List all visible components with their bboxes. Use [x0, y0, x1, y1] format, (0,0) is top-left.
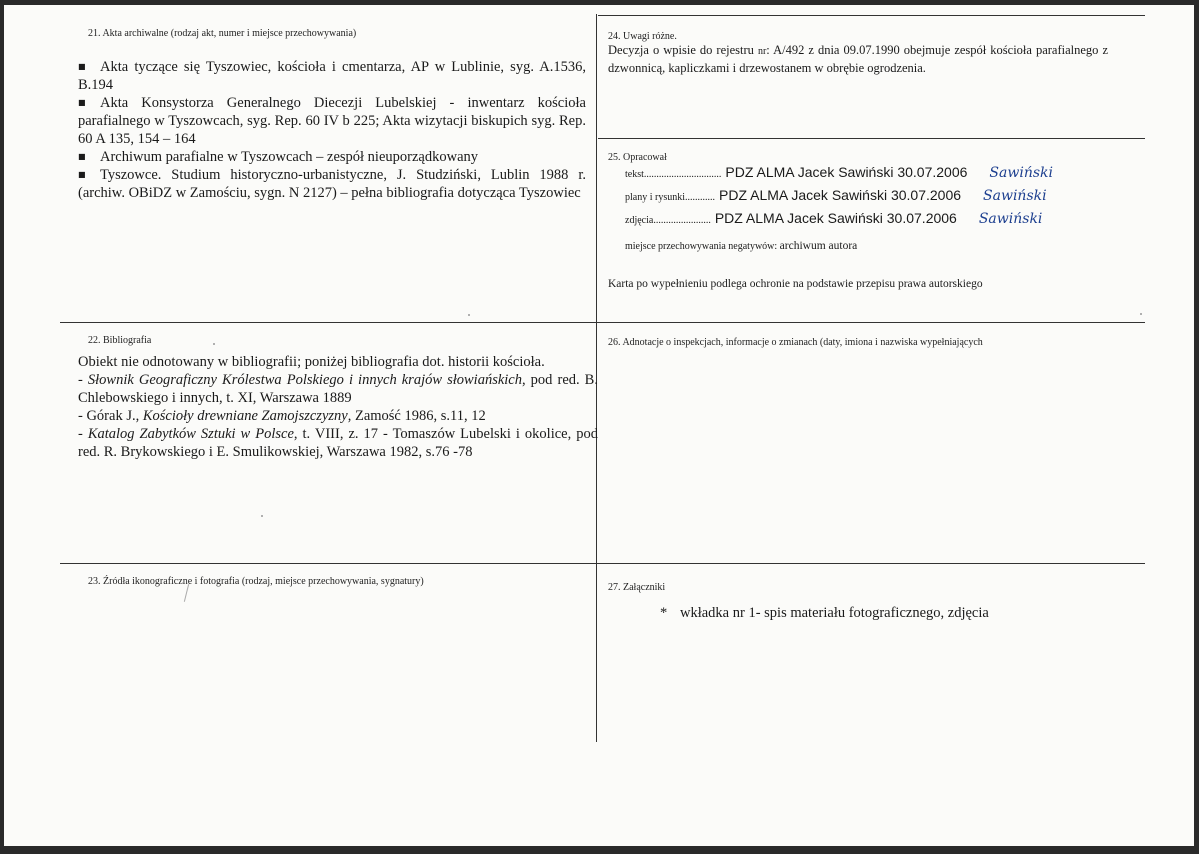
rule-row-3 — [60, 563, 1145, 564]
attachment-item: * wkładka nr 1- spis materiału fotograficznego, zdjęcia — [660, 605, 989, 621]
section-21-caption: 21. Akta archiwalne (rodzaj akt, numer i miejsce przechowywania) — [88, 28, 357, 39]
copyright-note: Karta po wypełnieniu podlega ochronie na podstawie przepisu prawa autorskiego — [608, 278, 983, 290]
scan-speck — [468, 314, 470, 316]
list-item: ■ Akta tyczące się Tyszowiec, kościoła i cmentarza, AP w Lublinie, syg. A.1536, B.194 — [78, 59, 586, 93]
section-24-remarks: Decyzja o wpisie do rejestru nr: A/492 z dnia 09.07.1990 obejmuje zespół kościoła parafialnego z dzwonnicą, kapliczkami i drzewostanem w obrębie ogrodzenia. — [608, 43, 1109, 75]
signature: Sawiński — [983, 188, 1047, 204]
section-22-caption: 22. Bibliografia — [88, 335, 152, 346]
section-25-caption: 25. Opracował — [608, 152, 667, 163]
author-row-plans: plany i rysunki............ PDZ ALMA Jacek Sawiński 30.07.2006 Sawiński — [625, 187, 1047, 204]
bullet-icon: ■ — [78, 62, 86, 71]
rule-row-2 — [60, 322, 1145, 323]
bullet-icon: ■ — [78, 98, 86, 107]
author-row-text: tekst............................... PDZ ALMA Jacek Sawiński 30.07.2006 Sawiński — [625, 164, 1053, 181]
signature: Sawiński — [989, 165, 1053, 181]
section-21-list — [78, 58, 586, 202]
scan-edge-right — [1194, 0, 1199, 854]
bullet-icon: ■ — [78, 152, 86, 161]
section-26-caption: 26. Adnotacje o inspekcjach, informacje o zmianach (daty, imiona i nazwiska wypełniających — [608, 337, 983, 348]
scan-edge-left — [0, 0, 4, 854]
bullet-icon: ■ — [78, 170, 86, 179]
list-item: ■ Akta Konsystorza Generalnego Diecezji Lubelskiej - inwentarz kościoła parafialnego w Tyszowcach, syg. Rep. 60 IV b 225; Akta wizytacji biskupich syg. Rep. 60 A 135, 154 – 164 — [78, 95, 586, 147]
rule-24-25 — [598, 138, 1145, 139]
signature: Sawiński — [978, 211, 1043, 227]
section-24-caption: 24. Uwagi różne. — [608, 31, 677, 42]
top-right-rule — [598, 15, 1145, 16]
list-item: ■ Archiwum parafialne w Tyszowcach – zespół nieuporządkowany — [78, 149, 478, 165]
section-25-rows — [625, 164, 1125, 233]
asterisk-icon: * — [660, 605, 668, 621]
author-row-photos: zdjęcia....................... PDZ ALMA Jacek Sawiński 30.07.2006 Sawiński — [625, 210, 1043, 227]
section-27-caption: 27. Załączniki — [608, 582, 666, 593]
bibliography-intro: Obiekt nie odnotowany w bibliografii; poniżej bibliografia dot. historii kościoła. — [78, 354, 545, 370]
section-23-caption: 23. Źródła ikonograficzne i fotografia (rodzaj, miejsce przechowywania, sygnatury) — [88, 576, 424, 587]
scan-edge-top — [0, 0, 1199, 5]
scan-speck — [261, 515, 263, 517]
bibliography-entry: - Słownik Geograficzny Królestwa Polskiego i innych krajów słowiańskich, pod red. B. Chlebowskiego i innych, t. XI, Warszawa 1889 — [78, 372, 598, 406]
scan-speck — [1140, 313, 1142, 315]
scan-edge-bottom — [0, 846, 1199, 854]
section-22-bibliography — [78, 353, 598, 461]
bibliography-entry: - Katalog Zabytków Sztuki w Polsce, t. VIII, z. 17 - Tomaszów Lubelski i okolice, pod red. R. Brykowskiego i E. Smulikowskiej, Warszawa 1982, s.76 -78 — [78, 426, 598, 460]
negatives-location: miejsce przechowywania negatywów: archiwum autora — [625, 240, 858, 252]
list-item: ■ Tyszowce. Studium historyczno-urbanistyczne, J. Studziński, Lublin 1988 r. (archiw. OBiDZ w Zamościu, sygn. N 2127) – pełna bibliografia dotycząca Tyszowiec — [78, 167, 586, 201]
bibliography-entry: - Górak J., Kościoły drewniane Zamojszczyzny, Zamość 1986, s.11, 12 — [78, 408, 486, 424]
